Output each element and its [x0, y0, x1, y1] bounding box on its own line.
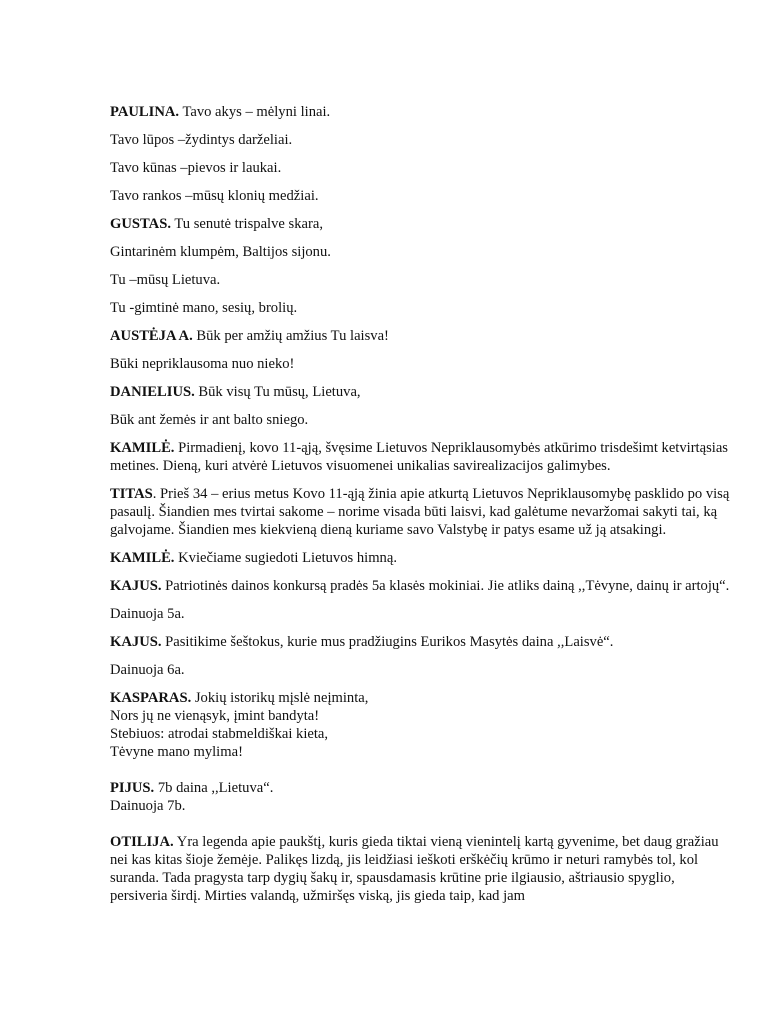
paragraph-text: Kviečiame sugiedoti Lietuvos himną.	[174, 550, 397, 566]
pijus-line-2: Dainuoja 7b.	[110, 798, 186, 814]
paragraph-austeja	[110, 327, 730, 345]
paragraph-text: Tu –mūsų Lietuva.	[110, 272, 221, 288]
poem-line: Nors jų ne vienąsyk, įmint bandyta!	[110, 708, 320, 724]
poem-kasparas	[110, 689, 730, 761]
paragraph-pijus	[110, 779, 730, 815]
speaker-name: DANIELIUS.	[110, 384, 195, 400]
paragraph	[110, 661, 730, 679]
paragraph	[110, 355, 730, 373]
speaker-name: KAMILĖ.	[110, 550, 175, 566]
paragraph-text: Dainuoja 6a.	[110, 662, 185, 678]
paragraph-titas	[110, 485, 730, 539]
paragraph-text: Dainuoja 5a.	[110, 606, 185, 622]
speaker-name: GUSTAS.	[110, 216, 171, 232]
speaker-name: KAJUS.	[110, 634, 162, 650]
poem-line: Tėvyne mano mylima!	[110, 744, 243, 760]
paragraph-otilija	[110, 833, 730, 905]
paragraph-kajus-2	[110, 633, 730, 651]
speaker-name: PAULINA.	[110, 104, 180, 120]
paragraph-danielius	[110, 383, 730, 401]
speaker-name: OTILIJA.	[110, 834, 174, 850]
paragraph	[110, 411, 730, 429]
speaker-name: KAMILĖ.	[110, 440, 175, 456]
pijus-line	[110, 779, 730, 797]
paragraph	[110, 243, 730, 261]
speaker-name: PIJUS.	[110, 780, 155, 796]
paragraph-text: Būk per amžių amžius Tu laisva!	[192, 328, 389, 344]
paragraph-text: Būki nepriklausoma nuo nieko!	[110, 356, 295, 372]
paragraph-text: Pirmadienį, kovo 11-ąją, švęsime Lietuvos Nepriklausomybės atkūrimo trisdešimt ketvirtąsias metines. Dieną, kuri atvėrė Lietuvos visuomenei unikalias savirealizacijos galimybes.	[110, 440, 728, 474]
paragraph-kamile-anthem	[110, 549, 730, 567]
paragraph-kajus	[110, 577, 730, 595]
paragraph	[110, 299, 730, 317]
paragraph-text: Būk visų Tu mūsų, Lietuva,	[194, 384, 361, 400]
paragraph-text: Pasitikime šeštokus, kurie mus pradžiugins Eurikos Masytės daina ,,Laisvė“.	[161, 634, 614, 650]
paragraph-text: . Prieš 34 – erius metus Kovo 11-ąją žinia apie atkurtą Lietuvos Nepriklausomybę pasklido po visą pasaulį. Šiandien mes tvirtai sakome – norime visada būti laisvi, kad galėtume nevaržomai sakyti tai, ką galvojame. Šiandien mes kiekvieną dieną kuriame savo Valstybę ir patys esame už ją atsakingi.	[110, 486, 730, 538]
paragraph	[110, 271, 730, 289]
paragraph-text: Tavo lūpos –žydintys darželiai.	[110, 132, 293, 148]
paragraph-text: Patriotinės dainos konkursą pradės 5a klasės mokiniai. Jie atliks dainą ,,Tėvyne, dainų ir artojų“.	[161, 578, 730, 594]
paragraph-text: Tavo kūnas –pievos ir laukai.	[110, 160, 282, 176]
paragraph-gustas	[110, 215, 730, 233]
speaker-name: KASPARAS.	[110, 690, 192, 706]
paragraph-kamile	[110, 439, 730, 475]
poem-line-text: Jokių istorikų mįslė neįminta,	[191, 690, 369, 706]
paragraph-text: Būk ant žemės ir ant balto sniego.	[110, 412, 309, 428]
paragraph-paulina	[110, 103, 730, 121]
paragraph-text: 7b daina ,,Lietuva“.	[154, 780, 274, 796]
paragraph-text: Yra legenda apie paukštį, kuris gieda tiktai vieną vienintelį kartą gyvenime, bet daug gražiau nei kas kitas šioje žemėje. Palikęs lizdą, jis leidžiasi ieškoti erškėčių krūmo ir neturi ramybės tol, kol suranda. Tada pragysta tarp dygių šakų ir, spausdamasis krūtine prie ilgiausio, aštriausio spyglio, persiveria širdį. Mirties valandą, užmiršęs viską, jis gieda taip, kad jam	[110, 834, 719, 904]
poem-line: Stebiuos: atrodai stabmeldiškai kieta,	[110, 726, 329, 742]
paragraph	[110, 131, 730, 149]
paragraph-text: Tavo akys – mėlyni linai.	[179, 104, 331, 120]
paragraph-text: Tu senutė trispalve skara,	[170, 216, 323, 232]
poem-line	[110, 689, 730, 707]
paragraph	[110, 187, 730, 205]
speaker-name: KAJUS.	[110, 578, 162, 594]
paragraph-text: Tu -gimtinė mano, sesių, brolių.	[110, 300, 298, 316]
speaker-name: TITAS	[110, 486, 153, 502]
paragraph	[110, 605, 730, 623]
paragraph-text: Tavo rankos –mūsų klonių medžiai.	[110, 188, 319, 204]
paragraph-text: Gintarinėm klumpėm, Baltijos sijonu.	[110, 244, 331, 260]
speaker-name: AUSTĖJA A.	[110, 328, 193, 344]
paragraph	[110, 159, 730, 177]
document-page	[110, 103, 730, 905]
